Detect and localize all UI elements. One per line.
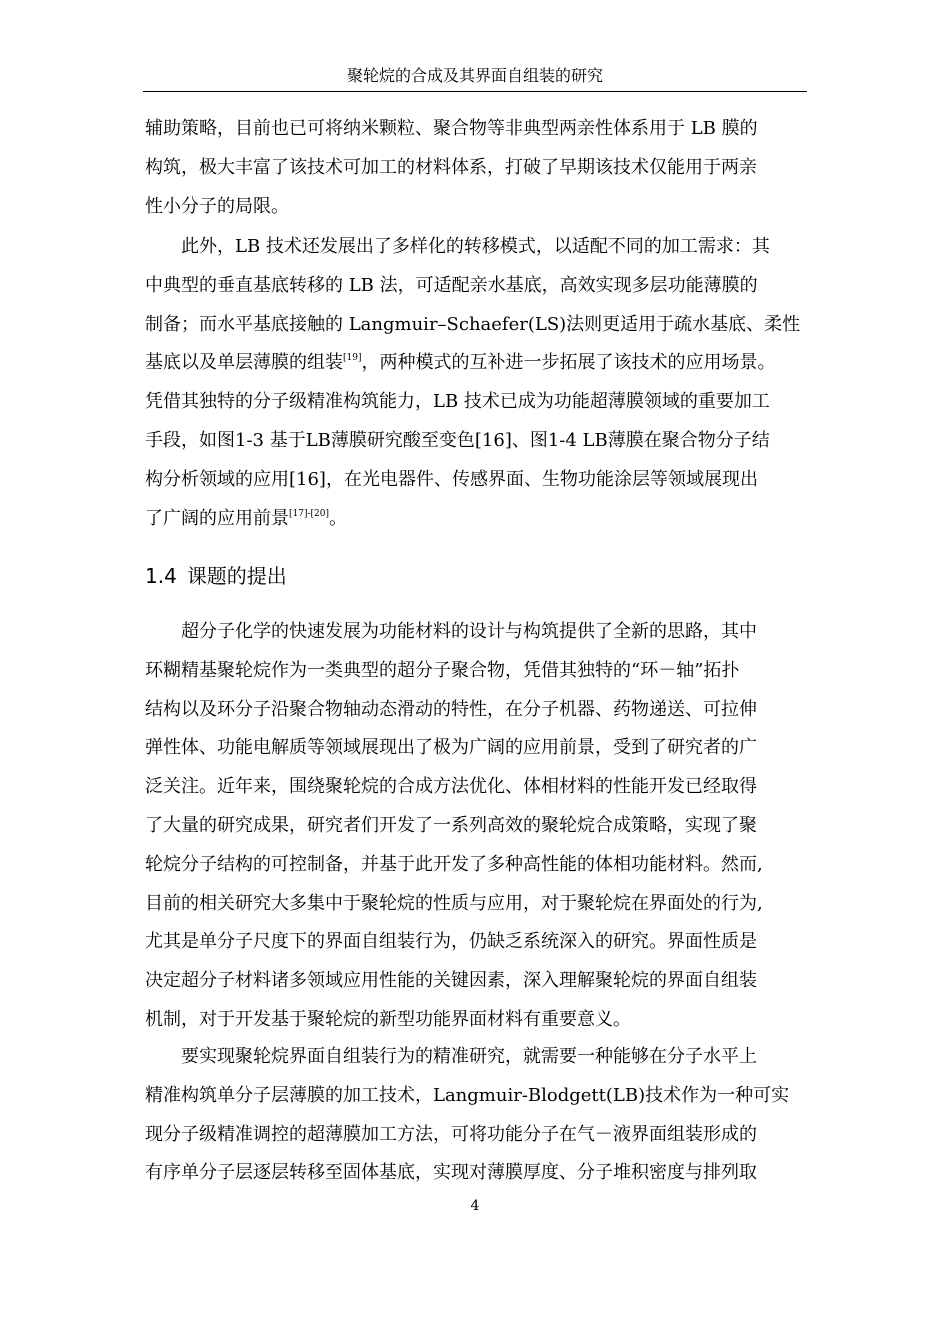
section-number: 1.4 [145, 564, 177, 588]
text-line: 决定超分子材料诸多领域应用性能的关键因素，深入理解聚轮烷的界面自组装 [145, 970, 757, 992]
text-run: 基底以及单层薄膜的组装 [145, 352, 343, 374]
section-title: 课题的提出 [186, 564, 287, 588]
text-line: 泛关注。近年来，围绕聚轮烷的合成方法优化、体相材料的性能开发已经取得 [145, 776, 757, 798]
paragraph-4 [145, 1038, 807, 1193]
text-line: 轮烷分子结构的可控制备，并基于此开发了多种高性能的体相功能材料。然而, [145, 853, 763, 875]
text-line: 构分析领域的应用[16]，在光电器件、传感界面、生物功能涂层等领域展现出 [145, 468, 758, 490]
text-line: 结构以及环分子沿聚合物轴动态滑动的特性，在分子机器、药物递送、可拉伸 [145, 698, 757, 720]
text-run: 。 [329, 507, 347, 529]
text-line: 手段，如图1-3 基于LB薄膜研究酸至变色[16]、图1-4 LB薄膜在聚合物分子结 [145, 429, 770, 451]
text-line [145, 500, 807, 539]
text-line: 尤其是单分子尺度下的界面自组装行为，仍缺乏系统深入的研究。界面性质是 [145, 931, 757, 953]
text-line: 中典型的垂直基底转移的 LB 法，可适配亲水基底，高效实现多层功能薄膜的 [145, 274, 758, 296]
section-heading [145, 560, 287, 592]
paragraph-3 [145, 613, 807, 1040]
text-run: 了广阔的应用前景 [145, 507, 289, 529]
text-line: 制备；而水平基底接触的 Langmuir–Schaefer(LS)法则更适用于疏水基底、柔性 [145, 313, 801, 335]
text-line: 辅助策略，目前也已可将纳米颗粒、聚合物等非典型两亲性体系用于 LB 膜的 [145, 118, 758, 139]
citation-ref: [19] [343, 353, 362, 364]
page-number: 4 [470, 1198, 480, 1214]
text-line: 性小分子的局限。 [145, 195, 289, 217]
text-line: 构筑，极大丰富了该技术可加工的材料体系，打破了早期该技术仅能用于两亲 [145, 156, 757, 178]
text-line: 机制，对于开发基于聚轮烷的新型功能界面材料有重要意义。 [145, 1008, 631, 1030]
header-rule [143, 91, 807, 92]
running-header: 聚轮烷的合成及其界面自组装的研究 [346, 66, 603, 85]
citation-ref: [17]-[20] [289, 508, 329, 519]
text-line: 了大量的研究成果，研究者们开发了一系列高效的聚轮烷合成策略，实现了聚 [145, 814, 757, 836]
text-run: ，两种模式的互补进一步拓展了该技术的应用场景。 [361, 352, 776, 374]
paragraph-2 [145, 228, 807, 538]
text-line: 超分子化学的快速发展为功能材料的设计与构筑提供了全新的思路，其中 [181, 621, 757, 642]
text-line [145, 344, 807, 383]
text-line: 环糊精基聚轮烷作为一类典型的超分子聚合物，凭借其独特的“环－轴”拓扑 [145, 659, 740, 681]
text-line: 此外，LB 技术还发展出了多样化的转移模式，以适配不同的加工需求：其 [181, 236, 770, 257]
text-line: 精准构筑单分子层薄膜的加工技术，Langmuir-Blodgett(LB)技术作为一种可实 [145, 1084, 790, 1106]
text-line: 有序单分子层逐层转移至固体基底，实现对薄膜厚度、分子堆积密度与排列取 [145, 1162, 757, 1184]
text-line: 目前的相关研究大多集中于聚轮烷的性质与应用，对于聚轮烷在界面处的行为, [145, 892, 763, 914]
text-line: 现分子级精准调控的超薄膜加工方法，可将功能分子在气－液界面组装形成的 [145, 1123, 757, 1145]
text-line: 弹性体、功能电解质等领域展现出了极为广阔的应用前景，受到了研究者的广 [145, 737, 757, 759]
text-line: 要实现聚轮烷界面自组装行为的精准研究，就需要一种能够在分子水平上 [181, 1046, 757, 1067]
text-line: 凭借其独特的分子级精准构筑能力，LB 技术已成为功能超薄膜领域的重要加工 [145, 391, 770, 413]
paragraph-1 [145, 110, 807, 226]
